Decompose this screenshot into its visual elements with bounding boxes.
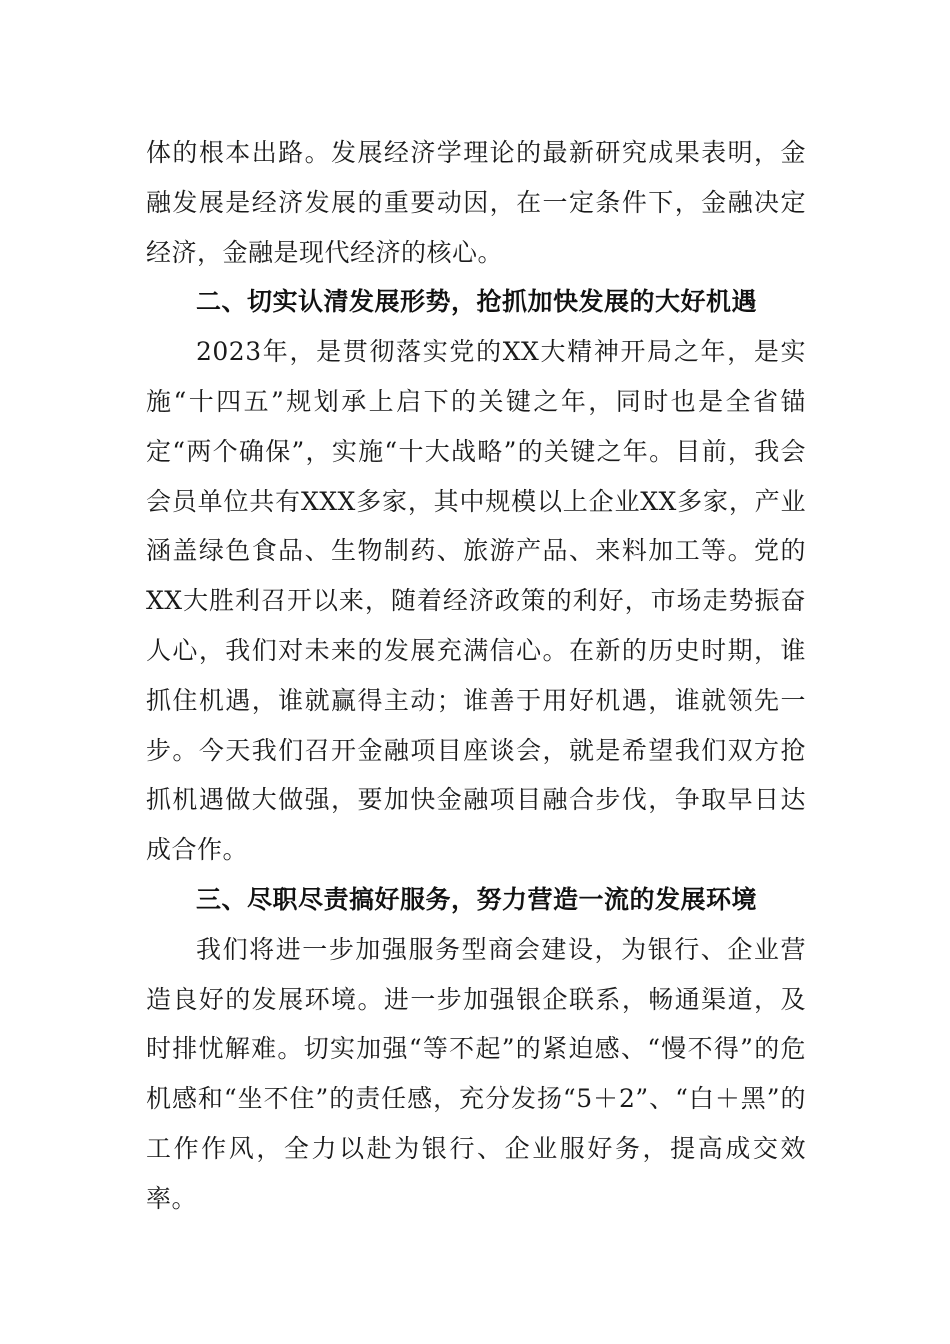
section-heading-2: 二、切实认清发展形势，抢抓加快发展的大好机遇 <box>196 287 758 317</box>
paragraph-section-2: 2023年，是贯彻落实党的XX大精神开局之年，是实施“十四五”规划承上启下的关键之年，同时也是全省锚定“两个确保”，实施“十大战略”的关键之年。目前，我会会员单位共有XXX多家，其中规模以上企业XX多家，产业涵盖绿色食品、生物制药、旅游产品、来料加工等。党的XX大胜利召开以来，随着经济政策的利好，市场走势振奋人心，我们对未来的发展充满信心。在新的历史时期，谁抓住机遇，谁就赢得主动；谁善于用好机遇，谁就领先一步。今天我们召开金融项目座谈会，就是希望我们双方抢抓机遇做大做强，要加快金融项目融合步伐，争取早日达成合作。 <box>146 337 806 865</box>
paragraph-continuation: 体的根本出路。发展经济学理论的最新研究成果表明，金融发展是经济发展的重要动因，在一定条件下，金融决定经济，金融是现代经济的核心。 <box>146 138 806 267</box>
section-heading-3: 三、尽职尽责搞好服务，努力营造一流的发展环境 <box>196 884 758 914</box>
document-body <box>146 128 806 1224</box>
paragraph-section-3: 我们将进一步加强服务型商会建设，为银行、企业营造良好的发展环境。进一步加强银企联系，畅通渠道，及时排忧解难。切实加强“等不起”的紧迫感、“慢不得”的危机感和“坐不住”的责任感，充分发扬“5＋2”、“白＋黑”的工作作风，全力以赴为银行、企业服好务，提高成交效率。 <box>146 934 806 1213</box>
